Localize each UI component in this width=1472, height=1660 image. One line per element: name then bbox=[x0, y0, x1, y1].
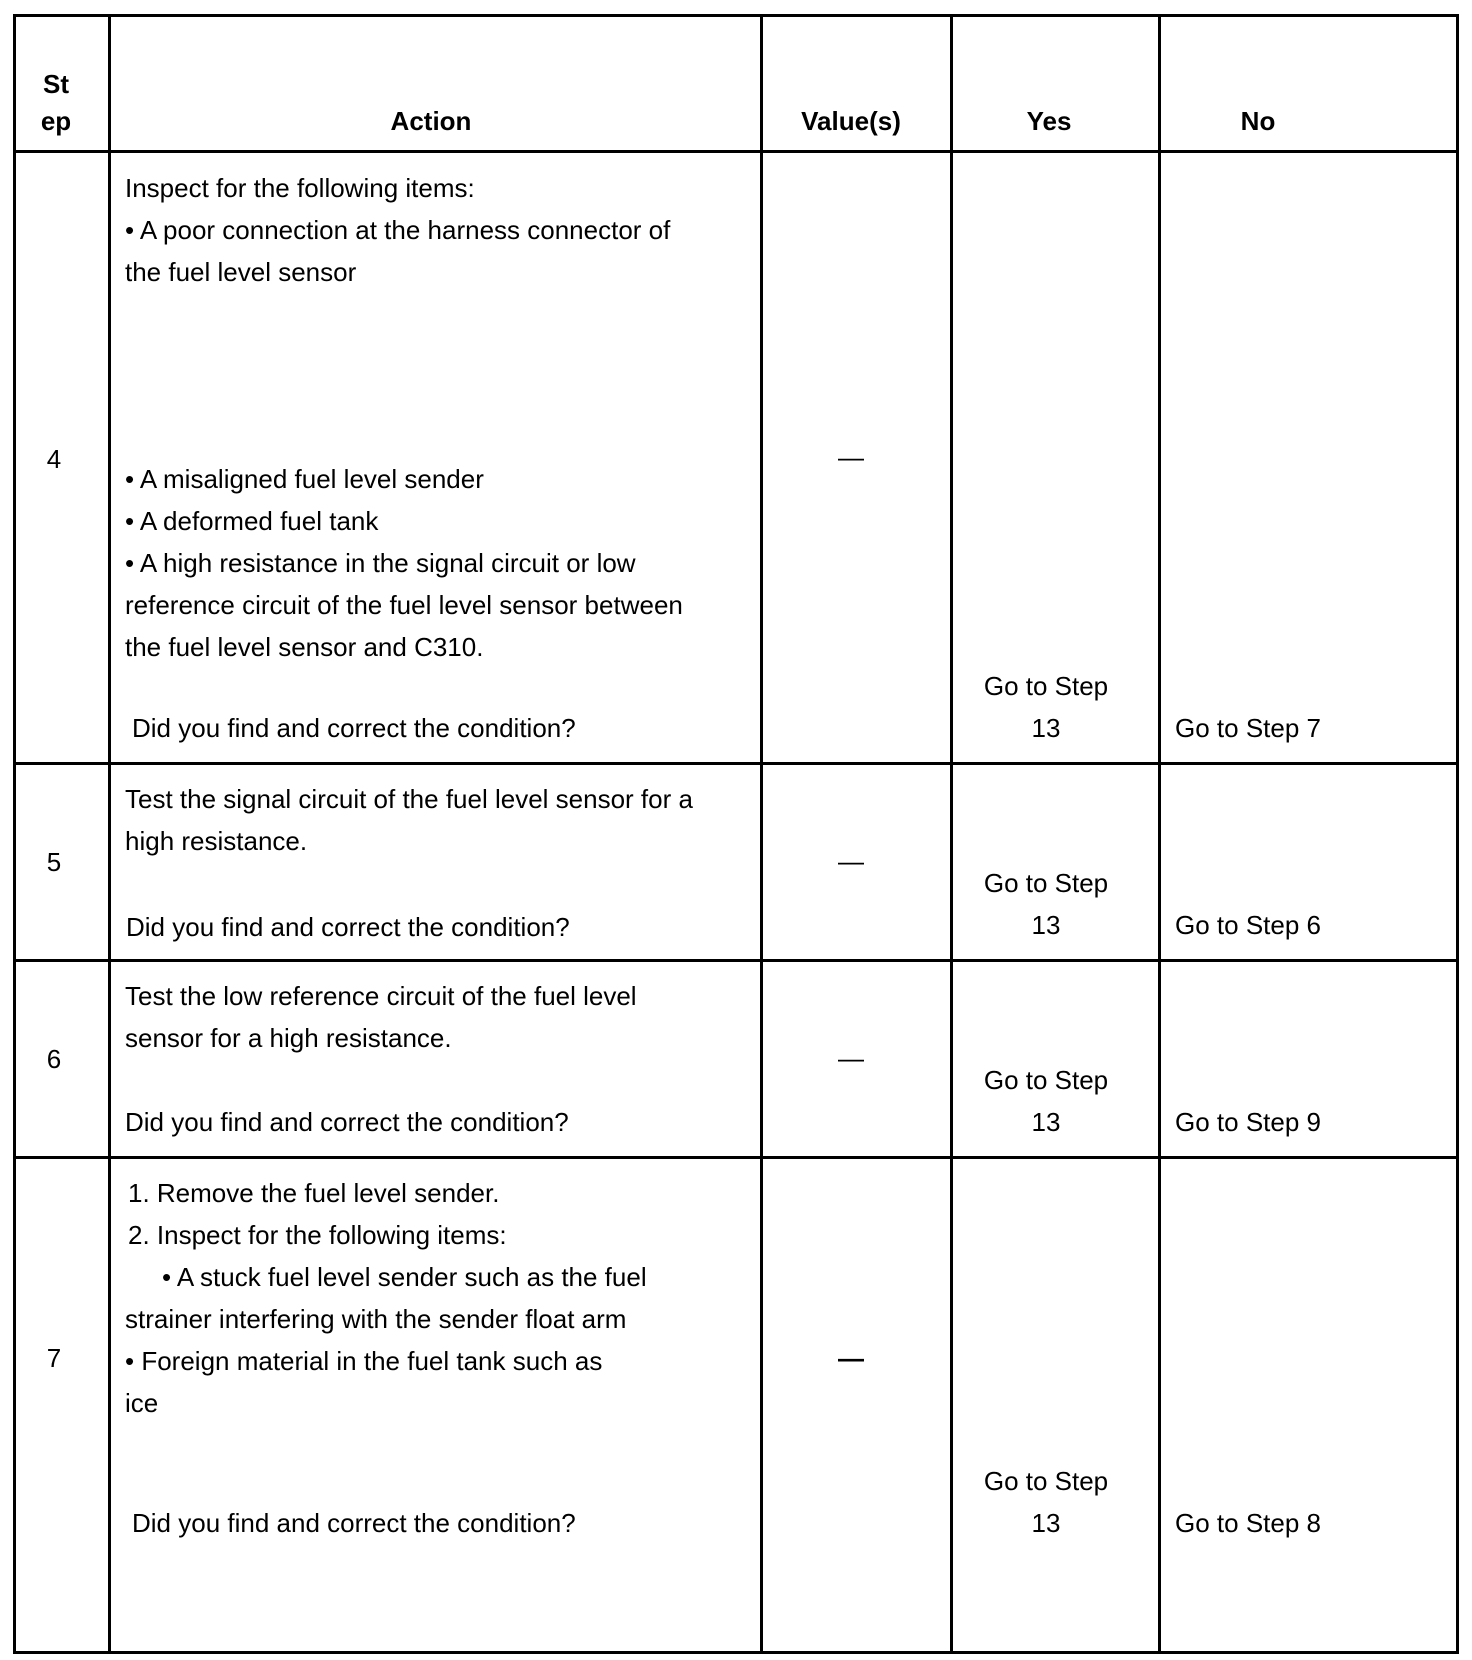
step-number: 4 bbox=[46, 444, 62, 474]
action-bullet: • A poor connection at the harness connector of bbox=[125, 215, 671, 245]
action-question: Did you find and correct the condition? bbox=[132, 1508, 576, 1538]
column-divider bbox=[108, 17, 111, 1651]
action-bullet: • A stuck fuel level sender such as the fuel bbox=[162, 1262, 647, 1292]
yes-link[interactable]: Go to Step bbox=[983, 671, 1109, 701]
header-values: Value(s) bbox=[801, 106, 901, 136]
value-dash: — bbox=[838, 442, 864, 472]
action-question: Did you find and correct the condition? bbox=[126, 912, 570, 942]
no-link[interactable]: Go to Step 6 bbox=[1175, 910, 1321, 940]
value-dash: — bbox=[838, 1043, 864, 1073]
yes-link[interactable]: Go to Step bbox=[983, 868, 1109, 898]
action-numbered-item: 1. Remove the fuel level sender. bbox=[128, 1178, 500, 1208]
action-text: ice bbox=[125, 1388, 159, 1418]
yes-link-step[interactable]: 13 bbox=[1031, 1107, 1061, 1137]
action-text: high resistance. bbox=[125, 826, 308, 856]
column-divider bbox=[760, 17, 763, 1651]
value-dash: — bbox=[838, 1343, 864, 1373]
action-text: the fuel level sensor and C310. bbox=[125, 632, 484, 662]
action-question: Did you find and correct the condition? bbox=[132, 713, 576, 743]
yes-link-step[interactable]: 13 bbox=[1031, 910, 1061, 940]
action-text: strainer interfering with the sender float arm bbox=[125, 1304, 627, 1334]
action-text: Test the signal circuit of the fuel level sensor for a bbox=[125, 784, 693, 814]
action-text: the fuel level sensor bbox=[125, 257, 357, 287]
yes-link[interactable]: Go to Step bbox=[983, 1065, 1109, 1095]
row-divider bbox=[16, 762, 1456, 765]
action-bullet: • A misaligned fuel level sender bbox=[125, 464, 484, 494]
yes-link[interactable]: Go to Step bbox=[983, 1466, 1109, 1496]
no-link[interactable]: Go to Step 7 bbox=[1175, 713, 1321, 743]
row-divider bbox=[16, 959, 1456, 962]
action-bullet: • A deformed fuel tank bbox=[125, 506, 379, 536]
value-dash: — bbox=[838, 846, 864, 876]
row-divider bbox=[16, 1156, 1456, 1159]
step-number: 6 bbox=[46, 1044, 62, 1074]
action-text: sensor for a high resistance. bbox=[125, 1023, 452, 1053]
header-yes: Yes bbox=[1026, 106, 1072, 136]
action-text: Test the low reference circuit of the fuel level bbox=[125, 981, 637, 1011]
header-action: Action bbox=[390, 106, 472, 136]
column-divider bbox=[1158, 17, 1161, 1651]
row-divider bbox=[16, 150, 1456, 153]
header-no: No bbox=[1240, 106, 1276, 136]
action-bullet: • Foreign material in the fuel tank such as bbox=[125, 1346, 603, 1376]
action-question: Did you find and correct the condition? bbox=[125, 1107, 569, 1137]
no-link[interactable]: Go to Step 9 bbox=[1175, 1107, 1321, 1137]
yes-link-step[interactable]: 13 bbox=[1031, 1508, 1061, 1538]
step-number: 5 bbox=[46, 847, 62, 877]
yes-link-step[interactable]: 13 bbox=[1031, 713, 1061, 743]
step-number: 7 bbox=[46, 1343, 62, 1373]
action-text: reference circuit of the fuel level sensor between bbox=[125, 590, 683, 620]
action-text: Inspect for the following items: bbox=[125, 173, 475, 203]
action-numbered-item: 2. Inspect for the following items: bbox=[128, 1220, 507, 1250]
no-link[interactable]: Go to Step 8 bbox=[1175, 1508, 1321, 1538]
header-step-line1: St bbox=[43, 69, 69, 99]
action-bullet: • A high resistance in the signal circuit or low bbox=[125, 548, 636, 578]
header-step-line2: ep bbox=[40, 106, 72, 136]
column-divider bbox=[950, 17, 953, 1651]
